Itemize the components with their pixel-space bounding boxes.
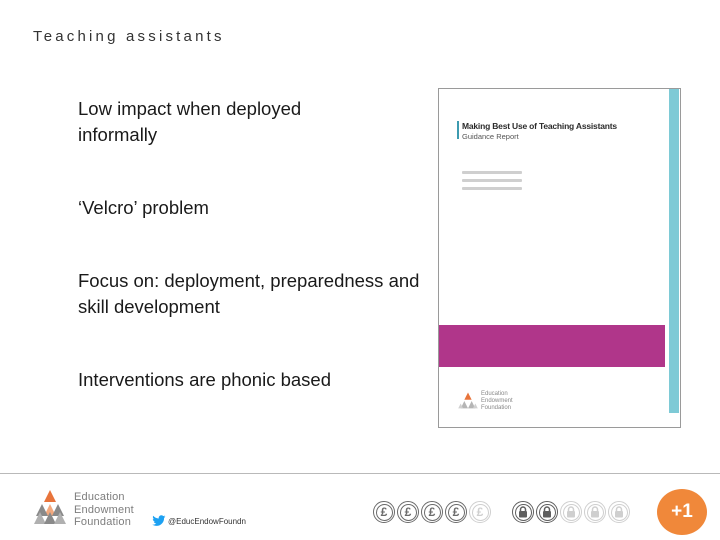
padlock-icon-faded [608, 501, 630, 523]
cover-subtitle: Guidance Report [462, 132, 519, 141]
report-cover-image [438, 88, 681, 428]
eef-logo-text: Education Endowment Foundation [74, 491, 134, 528]
cost-rating [373, 501, 491, 523]
cover-logo-text: Education Endowment Foundation [481, 391, 513, 411]
cover-stripe [669, 89, 679, 413]
padlock-icon-faded [560, 501, 582, 523]
bullet-interventions: Interventions are phonic based [78, 369, 332, 390]
bullet-velcro: ‘Velcro’ problem [78, 197, 209, 218]
footer-divider [0, 473, 720, 474]
bullet-focus: Focus on: deployment, preparedness and skill development [78, 270, 420, 317]
impact-months-badge: +1 [657, 489, 707, 535]
pound-icon: £ [421, 501, 443, 523]
cover-authors [462, 171, 522, 195]
pound-icon: £ [445, 501, 467, 523]
padlock-icon [536, 501, 558, 523]
cover-accent-bar [457, 121, 459, 139]
pound-icon-faded: £ [469, 501, 491, 523]
cover-band [439, 325, 665, 367]
cover-eef-logo-icon [457, 391, 479, 411]
pound-icon: £ [373, 501, 395, 523]
twitter-icon [152, 515, 166, 527]
slide-title: Teaching assistants [33, 28, 225, 45]
bullet-low-impact: Low impact when deployed informally [78, 98, 302, 145]
cover-title: Making Best Use of Teaching Assistants [462, 121, 617, 131]
padlock-icon-faded [584, 501, 606, 523]
padlock-icon [512, 501, 534, 523]
evidence-rating [512, 501, 630, 523]
pound-icon: £ [397, 501, 419, 523]
twitter-handle[interactable]: @EducEndowFoundn [168, 517, 246, 526]
eef-logo-icon [32, 488, 68, 526]
